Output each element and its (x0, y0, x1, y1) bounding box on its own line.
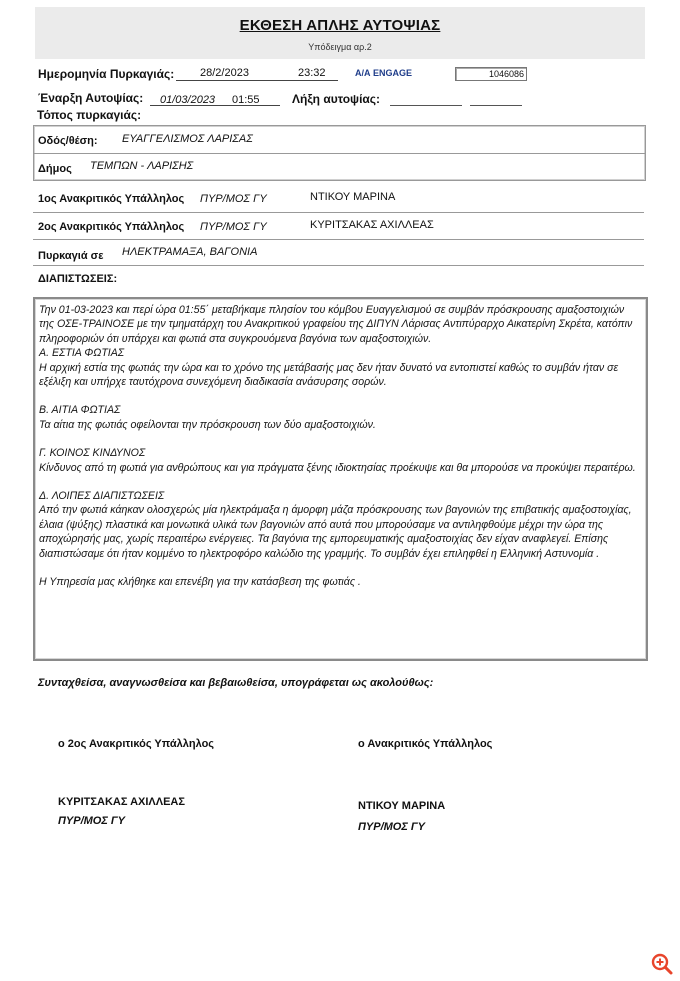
inspection-start-label: Έναρξη Αυτοψίας: (38, 91, 144, 105)
findings-c-title: Γ. ΚΟΙΝΟΣ ΚΙΝΔΥΝΟΣ (39, 447, 146, 460)
inspection-start-date: 01/03/2023 (160, 94, 216, 106)
signature-statement: Συνταχθείσα, αναγνωσθείσα και βεβαιωθείσα, υπογράφεται ως ακολούθως: (38, 677, 434, 689)
findings-intro: Την 01-03-2023 και περί ώρα 01:55΄ μεταβήκαμε πλησίον του κόμβου Ευαγγελισμού σε συμβάν πρόσκρουσης αμαξοστοιχιών της ΟΣΕ-ΤΡΑΙΝΟΣΕ με την τμηματάρχη του Ανακριτικού γραφείου της ΔΙΠΥΝ Λάρισας Αντιπύραρχο Αικατερίνη Σκρέτα, κατόπιν πληροφοριών ότι υπάρχει και φωτιά στα συγκρουόμενα βαγόνια των αμαξοστοιχιών. (39, 304, 633, 345)
location-label: Τόπος πυρκαγιάς: (37, 108, 142, 122)
left-signer-rank: ΠΥΡ/ΜΟΣ ΓΥ (58, 815, 125, 827)
officer-2-name: ΚΥΡΙΤΣΑΚΑΣ ΑΧΙΛΛΕΑΣ (310, 219, 434, 231)
spacer (39, 561, 639, 575)
inspection-end-blank-2 (470, 93, 522, 106)
document-title: ΕΚΘΕΣΗ ΑΠΛΗΣ ΑΥΤΟΨΙΑΣ (239, 17, 441, 34)
officer-1-row-line (33, 212, 644, 213)
fire-date-value: 28/2/2023 (200, 67, 249, 79)
street-row (34, 126, 645, 154)
findings-d-text: Από την φωτιά κάηκαν ολοσχερώς μία ηλεκτράμαξα η άμορφη μάζα πρόσκρουσης των βαγονιών της επιβατικής αμαξοστοιχίας, έλαια (ψύξης) πλαστικά και μονωτικά υλικά των βαγονιών από αυτά που μπορούσαμε να αντιληφθούμε μέχρι την ώρα της αποχώρησής μας, χωρίς περαιτέρω ενέργειες. Τα βαγόνια της εμπορευματικής αμαξοστοιχίας δεν είχαν αναφλεγεί. Επίσης διαπιστώσαμε ότι ήταν κομμένο το ηλεκτροφόρο καλώδιο της γραμμής. Το συμβάν έχει επιληφθεί η Ελληνική Αστυνομία . (39, 504, 632, 560)
spacer (39, 389, 639, 403)
findings-a-title: Α. ΕΣΤΙΑ ΦΩΤΙΑΣ (39, 347, 125, 360)
address-box (33, 125, 646, 181)
fire-in-row-line (33, 265, 644, 266)
municipality-value: ΤΕΜΠΩΝ - ΛΑΡΙΣΗΣ (90, 160, 194, 172)
findings-label: ΔΙΑΠΙΣΤΩΣΕΙΣ: (38, 273, 118, 285)
officer-1-label: 1ος Ανακριτικός Υπάλληλος (38, 193, 185, 205)
fire-in-value: ΗΛΕΚΤΡΑΜΑΞΑ, ΒΑΓΟΝΙΑ (122, 246, 258, 258)
findings-c-text: Κίνδυνος από τη φωτιά για ανθρώπους και για πράγματα ξένης ιδιοκτησίας προέκυψε και θα μπορούσε να προκύψει περαιτέρω. (39, 461, 636, 474)
municipality-row (34, 153, 645, 180)
right-signer-name: ΝΤΙΚΟΥ ΜΑΡΙΝΑ (358, 800, 446, 812)
engage-number-field: 1046086 (455, 67, 527, 81)
street-label: Οδός/θέση: (38, 135, 98, 147)
document-subtitle: Υπόδειγμα αρ.2 (308, 42, 372, 52)
engage-label: Α/Α ENGAGE (355, 68, 413, 78)
header-band (35, 7, 645, 59)
fire-in-label: Πυρκαγιά σε (38, 250, 104, 262)
inspection-end-label: Λήξη αυτοψίας: (292, 92, 381, 106)
left-signer-name: ΚΥΡΙΤΣΑΚΑΣ ΑΧΙΛΛΕΑΣ (58, 796, 185, 808)
findings-a-text: Η αρχική εστία της φωτιάς την ώρα και το χρόνο της μετάβασής μας δεν ήταν δυνατό να εντοπιστεί καθώς το συμβάν ήταν σε εξέλιξη και υπήρχε ταυτόχρονα συνεχόμενη διαδικασία ανάσυρσης σορών. (39, 361, 619, 389)
right-signer-rank: ΠΥΡ/ΜΟΣ ΓΥ (358, 821, 425, 833)
street-value: ΕΥΑΓΓΕΛΙΣΜΟΣ ΛΑΡΙΣΑΣ (122, 133, 253, 145)
zoom-in-icon[interactable] (650, 952, 674, 976)
fire-time-value: 23:32 (298, 67, 326, 79)
officer-2-label: 2ος Ανακριτικός Υπάλληλος (38, 221, 185, 233)
inspection-end-blank-1 (390, 93, 462, 106)
findings-closing: Η Υπηρεσία μας κλήθηκε και επενέβη για την κατάσβεση της φωτιάς . (39, 576, 361, 589)
findings-b-text: Τα αίτια της φωτιάς οφείλονται την πρόσκρουση των δύο αμαξοστοιχιών. (39, 418, 376, 431)
fire-date-underline (176, 80, 338, 81)
inspection-start-time: 01:55 (232, 94, 260, 106)
officer-2-rank: ΠΥΡ/ΜΟΣ ΓΥ (200, 221, 267, 233)
officer-1-name: ΝΤΙΚΟΥ ΜΑΡΙΝΑ (310, 191, 396, 203)
findings-b-title: Β. ΑΙΤΙΑ ΦΩΤΙΑΣ (39, 404, 121, 417)
fire-date-label: Ημερομηνία Πυρκαγιάς: (38, 67, 175, 81)
findings-d-title: Δ. ΛΟΙΠΕΣ ΔΙΑΠΙΣΤΩΣΕΙΣ (39, 490, 165, 503)
findings-text (39, 303, 639, 590)
spacer (39, 475, 639, 489)
right-signer-role: ο Ανακριτικός Υπάλληλος (358, 738, 493, 750)
left-signer-role: ο 2ος Ανακριτικός Υπάλληλος (58, 738, 215, 750)
spacer (39, 432, 639, 446)
municipality-label: Δήμος (38, 163, 72, 175)
officer-1-rank: ΠΥΡ/ΜΟΣ ΓΥ (200, 193, 267, 205)
officer-2-row-line (33, 239, 644, 240)
findings-box (33, 297, 648, 661)
